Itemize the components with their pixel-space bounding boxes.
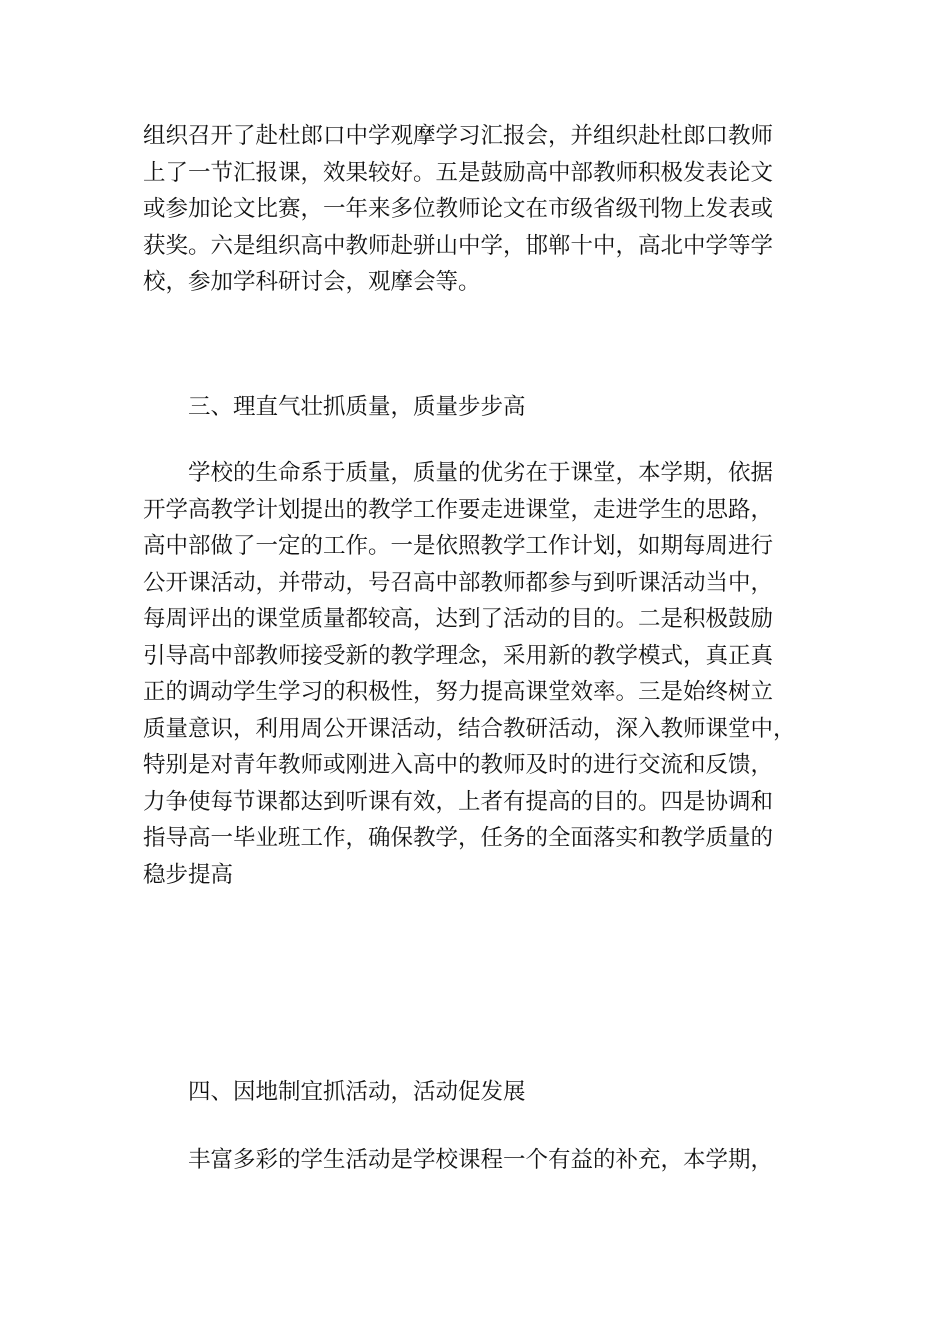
section-heading-quality — [143, 389, 833, 426]
text-line: 或参加论文比赛，一年来多位教师论文在市级省级刊物上发表或 — [143, 196, 774, 222]
text-line: 指导高一毕业班工作，确保教学，任务的全面落实和教学质量的 — [143, 825, 774, 851]
text-line: 每周评出的课堂质量都较高，达到了活动的目的。二是积极鼓励 — [143, 606, 774, 632]
text-line: 获奖。六是组织高中教师赴骈山中学，邯郸十中，高北中学等学 — [143, 232, 774, 259]
text-line: 引导高中部教师接受新的教学理念，采用新的教学模式，真正真 — [143, 642, 774, 669]
text-line: 正的调动学生学习的积极性，努力提高课堂效率。三是始终树立 — [143, 679, 774, 705]
text-line: 公开课活动，并带动，号召高中部教师都参与到听课活动当中， — [143, 569, 774, 596]
text-line: 组织召开了赴杜郎口中学观摩学习汇报会，并组织赴杜郎口教师 — [143, 123, 774, 149]
paragraph-teacher-development — [143, 118, 833, 301]
paragraph-activities — [143, 1142, 833, 1179]
text-line: 丰富多彩的学生活动是学校课程一个有益的补充，本学期， — [188, 1147, 774, 1173]
text-line: 力争使每节课都达到听课有效，上者有提高的目的。四是协调和 — [143, 788, 774, 815]
text-line: 上了一节汇报课，效果较好。五是鼓励高中部教师积极发表论文 — [143, 159, 774, 186]
text-line: 开学高教学计划提出的教学工作要走进课堂，走进学生的思路， — [143, 496, 774, 523]
heading-text: 三、理直气壮抓质量，质量步步高 — [188, 394, 526, 420]
text-line: 高中部做了一定的工作。一是依照教学工作计划，如期每周进行 — [143, 533, 774, 559]
heading-text: 四、因地制宜抓活动，活动促发展 — [188, 1079, 526, 1105]
section-heading-activities — [143, 1074, 833, 1111]
text-line: 稳步提高 — [143, 861, 234, 888]
paragraph-quality — [143, 455, 833, 893]
text-line: 学校的生命系于质量，质量的优劣在于课堂，本学期，依据 — [188, 460, 774, 486]
text-line: 特别是对青年教师或刚进入高中的教师及时的进行交流和反馈， — [143, 752, 774, 778]
text-line: 校，参加学科研讨会，观摩会等。 — [143, 269, 481, 295]
text-line: 质量意识，利用周公开课活动，结合教研活动，深入教师课堂中， — [143, 715, 796, 742]
